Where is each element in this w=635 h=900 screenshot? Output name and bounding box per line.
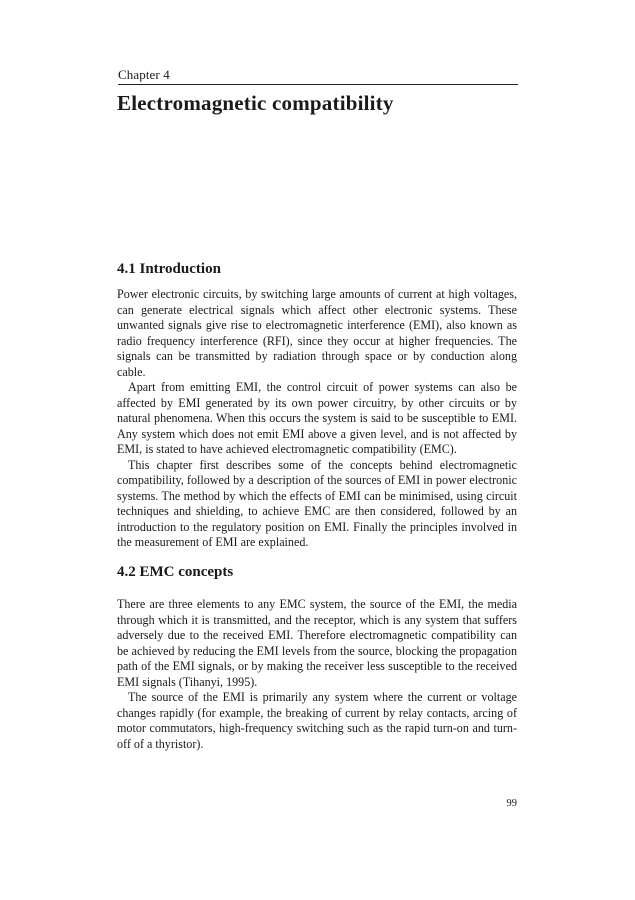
- paragraph: Power electronic circuits, by switching large amounts of current at high voltages, can generate electrical signals which affect other electronic systems. These unwanted signals give rise to electromagnetic interference (EMI), also known as radio frequency interference (RFI), since they occur at higher frequencies. The signals can be transmitted by radiation through space or by conduction along cable.: [117, 287, 517, 379]
- section-body-introduction: [117, 287, 517, 551]
- paragraph: The source of the EMI is primarily any system where the current or voltage changes rapidly (for example, the breaking of current by relay contacts, arcing of motor commutators, high-frequency switching such as the rapid turn-on and turn-off of a thyristor).: [117, 690, 517, 751]
- section-heading-emc-concepts: 4.2 EMC concepts: [117, 564, 234, 580]
- chapter-rule: [118, 84, 518, 85]
- section-body-emc-concepts: [117, 597, 517, 752]
- section-heading-introduction: 4.1 Introduction: [117, 261, 221, 277]
- chapter-title: Electromagnetic compatibility: [117, 91, 394, 115]
- paragraph: There are three elements to any EMC system, the source of the EMI, the media through which it is transmitted, and the receptor, which is any system that suffers adversely due to the received EMI. Therefore electromagnetic compatibility can be achieved by reducing the EMI levels from the source, blocking the propagation path of the EMI signals, or by making the receiver less susceptible to the received EMI signals (Tihanyi, 1995).: [117, 597, 517, 689]
- paragraph: This chapter first describes some of the concepts behind electromagnetic compatibility, followed by a description of the sources of EMI in power electronic systems. The method by which the effects of EMI can be minimised, using circuit techniques and shielding, to achieve EMC are then considered, followed by an introduction to the regulatory position on EMI. Finally the principles involved in the measurement of EMI are explained.: [117, 457, 517, 549]
- paragraph: Apart from emitting EMI, the control circuit of power systems can also be affected by EMI generated by its own power circuitry, by other circuits or by natural phenomena. When this occurs the system is said to be susceptible to EMI. Any system which does not emit EMI above a given level, and is not affected by EMI, is stated to have achieved electromagnetic compatibility (EMC).: [117, 380, 517, 456]
- page-number: 99: [506, 798, 517, 809]
- chapter-label: Chapter 4: [118, 67, 170, 82]
